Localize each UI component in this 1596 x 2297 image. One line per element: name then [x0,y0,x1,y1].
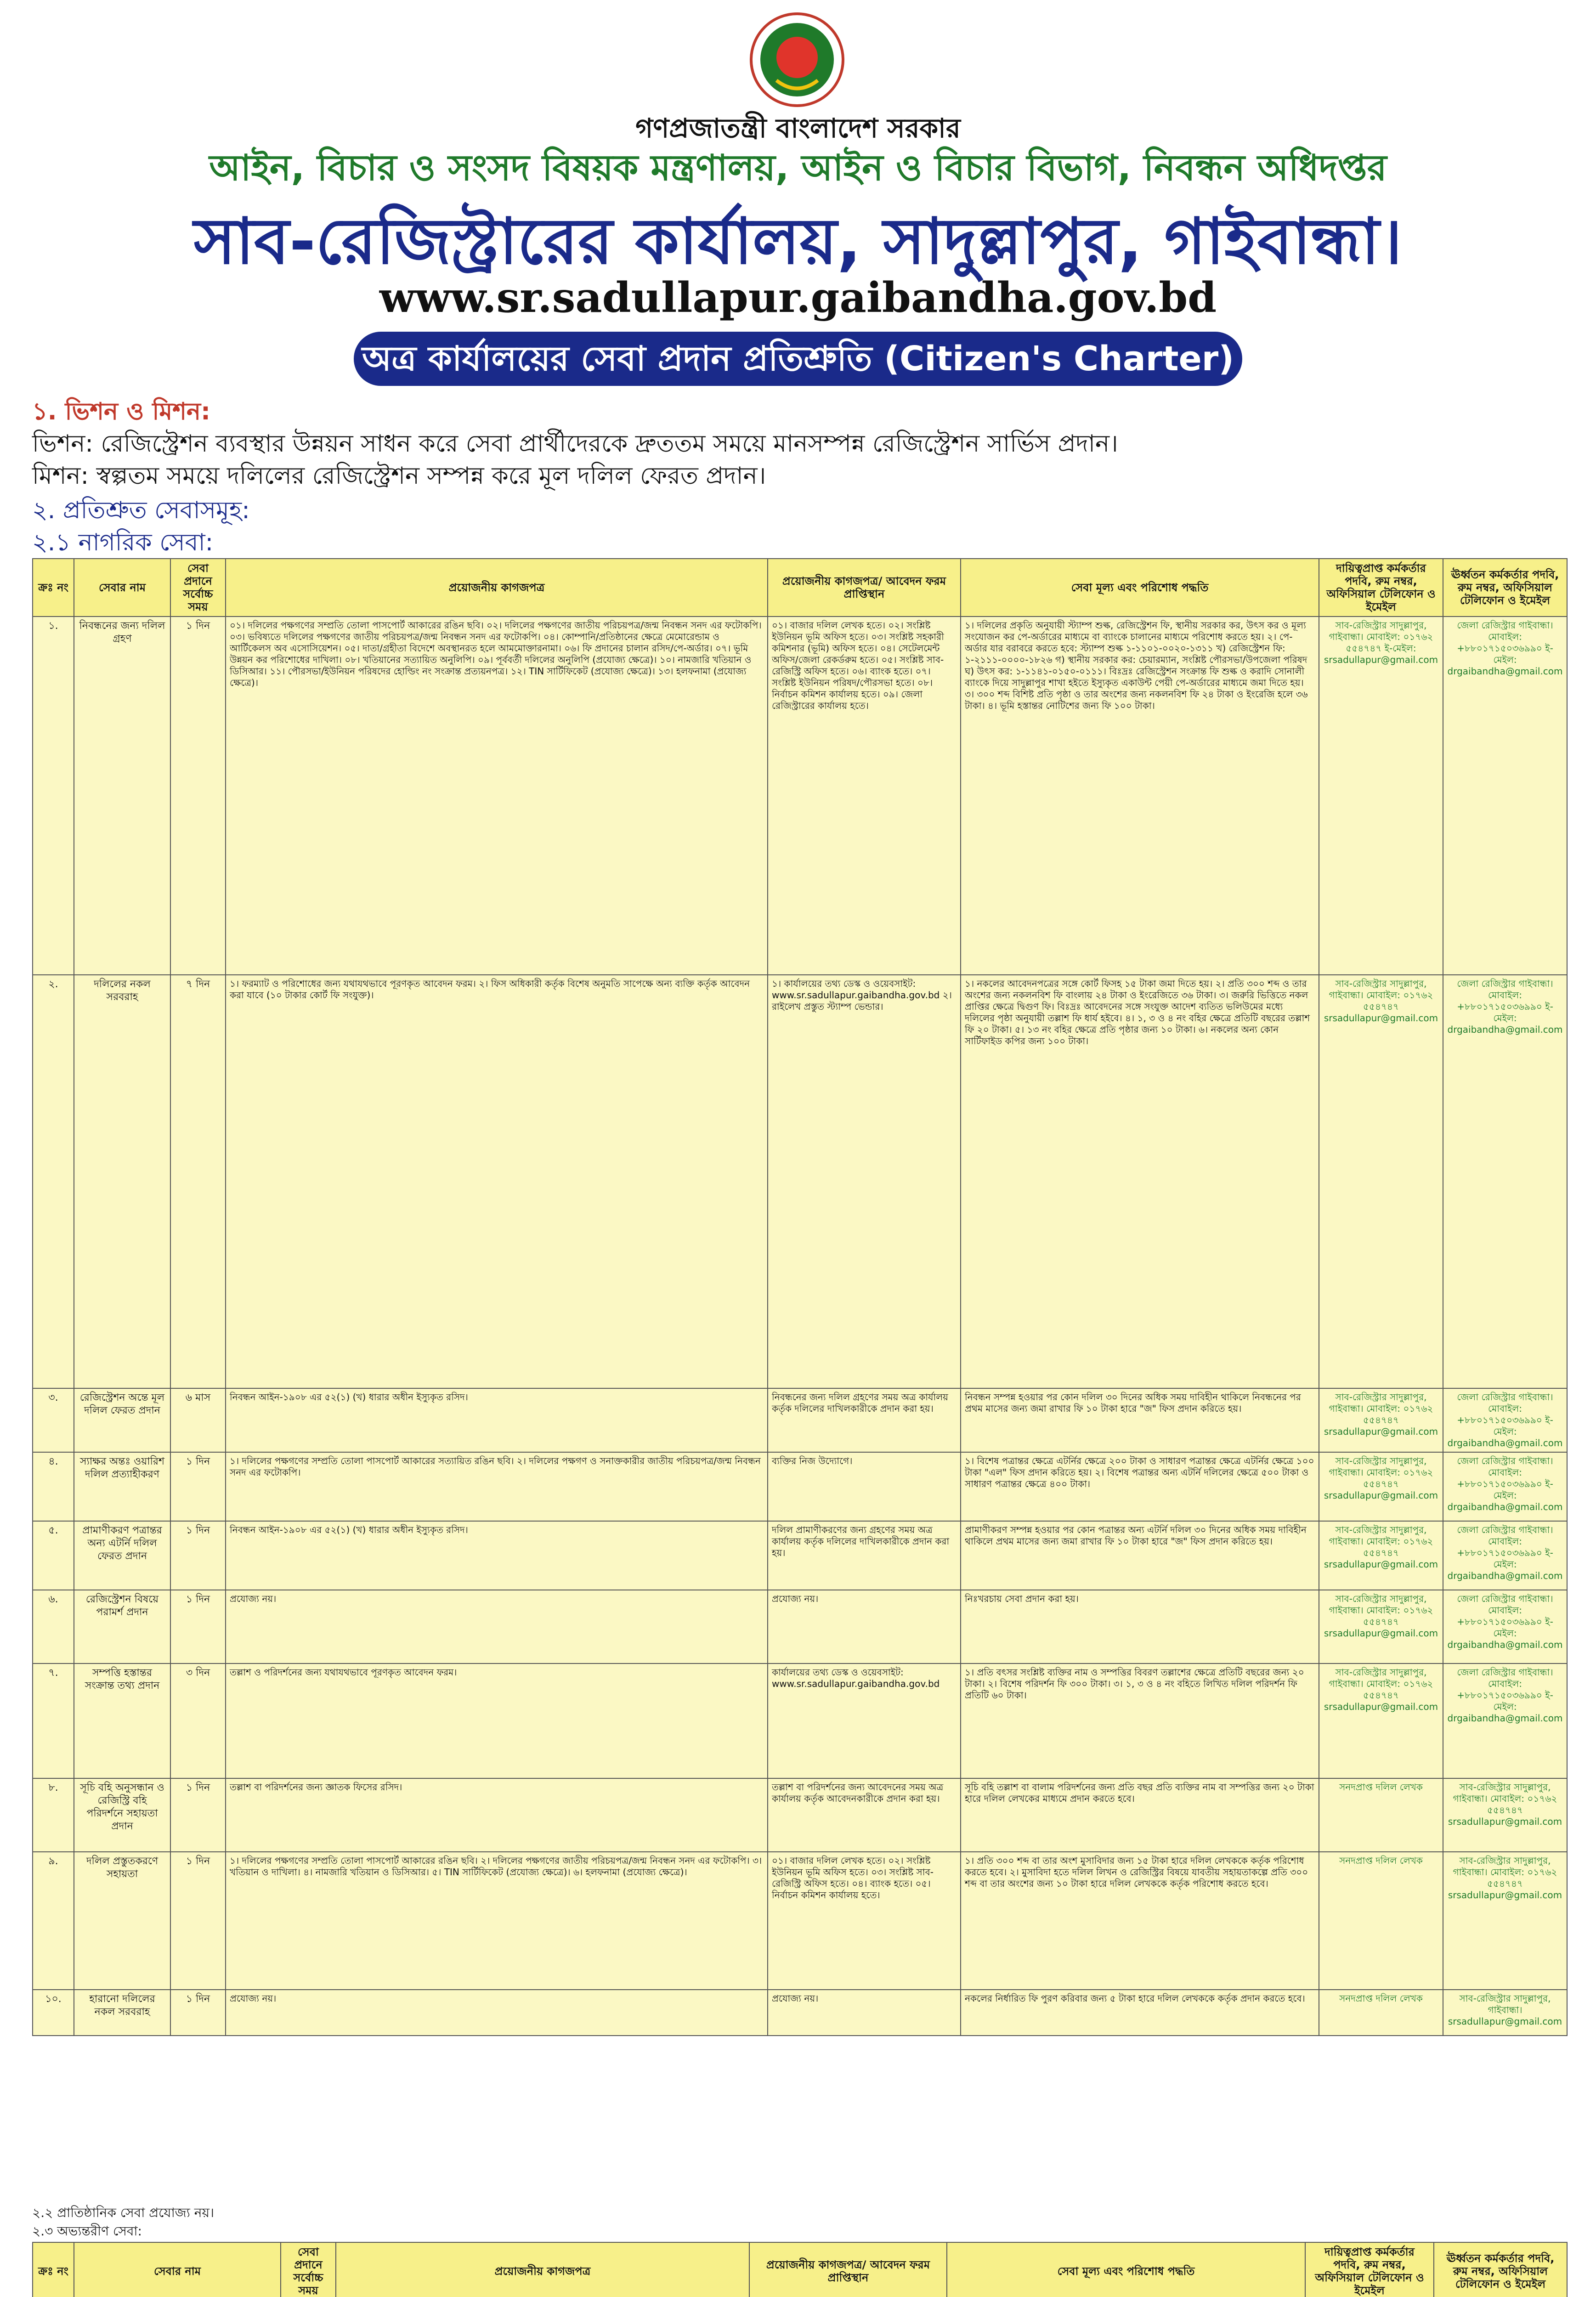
cell-officer: সনদপ্রাপ্ত দলিল লেখক [1319,1852,1443,1990]
cell-source: ব্যক্তির নিজ উদ্যোগে। [768,1452,961,1521]
cell-time: ৩ দিন [170,1663,226,1778]
cell-time: ৭ দিন [170,975,226,1388]
col-source: প্রয়োজনীয় কাগজপত্র/ আবেদন ফরম প্রাপ্তিস্থান [768,559,961,617]
cell-source: তল্লাশ বা পরিদর্শনের জন্য আবেদনের সময় অত্র কার্যালয় কর্তৃক আবেদনকারীকে প্রদান করা হয়। [768,1778,961,1852]
cell-time: ১ দিন [170,1452,226,1521]
col-service: সেবার নাম [74,2242,281,2297]
internal-services-table [32,2242,1568,2297]
table-header-row [33,2242,1567,2297]
cell-source: দলিল প্রামাণীকরণের জন্য গ্রহণের সময় অত্র কার্যালয় কর্তৃক দলিলের দাখিলকারীকে প্রদান করা হয়। [768,1521,961,1590]
cell-source: কার্যালয়ের তথ্য ডেস্ক ও ওয়েবসাইট: www.sr.sadullapur.gaibandha.gov.bd [768,1663,961,1778]
cell-senior: সাব-রেজিস্ট্রার সাদুল্লাপুর, গাইবান্ধা। srsadullapur@gmail.com [1443,1990,1567,2036]
cell-service-name: দলিলের নকল সরবরাহ [74,975,170,1388]
cell-fee: নিবন্ধন সম্পন্ন হওয়ার পর কোন দলিল ৩০ দিনের অধিক সময় দাবিহীন থাকিলে নিবন্ধনের পর প্রথম মাসের জন্য জমা রাখার ফি ১০ টাকা হারে "জ" ফিস প্রদান করিতে হয়। [961,1388,1319,1452]
cell-fee: ১। প্রতি বৎসর সংশ্লিষ্ট ব্যক্তির নাম ও সম্পত্তির বিবরণ তল্লাশের ক্ষেত্রে প্রতিটি বছরের জন্য ২০ টাকা। ২। বিশেষ পরিদর্শন ফি ৩০০ টাকা। ৩। ১, ৩ ও ৪ নং বহিতে লিখিত দলিল পরিদর্শন ফি প্রতিটি ৬০ টাকা। [961,1663,1319,1778]
cell-fee: ১। দলিলের প্রকৃতি অনুযায়ী স্ট্যাম্প শুল্ক, রেজিস্ট্রেশন ফি, স্থানীয় সরকার কর, উৎস কর ও মূল্য সংযোজন কর পে-অর্ডারের মাধ্যমে বা ব্যাংকে চালানের মাধ্যমে পরিশোধ করতে হয়। ২। পে-অর্ডার যার বরাবরে করতে হবে: স্ট্যাম্প শুল্ক ১-১১০১-০০২০-১৩১১ খ) রেজিস্ট্রেশন ফি: ১-২১১১-০০০০-১৮২৬ গ) স্থানীয় সরকার কর: চেয়ারম্যান, সংশ্লিষ্ট পৌরসভা/উপজেলা পরিষদ ঘ) উৎস কর: ১-১১৪১-০১৫০-০১১১। বিঃদ্রঃ রেজিস্ট্রেশন সংক্রান্ত ফি শুল্ক ও করাদি সোনালী ব্যাংকে দিয়ে সাদুল্লাপুর শাখা হইতে ইস্যুকৃত একাউন্ট পেয়ী পে-অর্ডারের মাধ্যমে জমা দিতে হয়। ৩। ৩০০ শব্দ বিশিষ্ট প্রতি পৃষ্ঠা ও তার অংশের জন্য নকলনবিশ ফি ২৪ টাকা ও ইংরেজি হলে ৩৬ টাকা। ৪। ভূমি হস্তান্তর নোটিশের জন্য ফি ১০০ টাকা। [961,617,1319,975]
cell-source: ০১। বাজার দলিল লেখক হতে। ০২। সংশ্লিষ্ট ইউনিয়ন ভূমি অফিস হতে। ০৩। সংশ্লিষ্ট সহকারী কমিশনার (ভূমি) অফিস হতে। ০৪। সেটেলমেন্ট অফিস/জেলা রেকর্ডরুম হতে। ০৫। সংশ্লিষ্ট সাব-রেজিস্ট্রি অফিস হতে। ০৬। ব্যাংক হতে। ০৭। সংশ্লিষ্ট ইউনিয়ন পরিষদ/পৌরসভা হতে। ০৮। নির্বাচন কমিশন কার্যালয় হতে। ০৯। জেলা রেজিস্ট্রারের কার্যালয় হতে। [768,617,961,975]
col-serial: ক্রঃ নং [33,2242,74,2297]
cell-service-name: দলিল প্রস্তুতকরণে সহায়তা [74,1852,170,1990]
citizen-services-table [32,558,1568,2036]
cell-fee: প্রামাণীকরণ সম্পন্ন হওয়ার পর কোন পত্রান্তর অন্য এটর্নি দলিল ৩০ দিনের অধিক সময় দাবিহীন থাকিলে প্রথম মাসের জন্য জমা রাখার ফি ১০ টাকা হারে "জ" ফিস প্রদান করিতে হয়। [961,1521,1319,1590]
cell-officer: সাব-রেজিস্ট্রার সাদুল্লাপুর, গাইবান্ধা। মোবাইল: ০১৭৬২ ৫৫৪৭৪৭ srsadullapur@gmail.com [1319,1590,1443,1663]
col-fee: সেবা মূল্য এবং পরিশোধ পদ্ধতি [947,2242,1305,2297]
cell-docs: তল্লাশ বা পরিদর্শনের জন্য জ্ঞাতক ফিসের রসিদ। [226,1778,768,1852]
cell-service-name: নিবন্ধনের জন্য দলিল গ্রহণ [74,617,170,975]
col-senior: ঊর্ধ্বতন কর্মকর্তার পদবি, রুম নম্বর, অফিসিয়াল টেলিফোন ও ইমেইল [1434,2242,1567,2297]
col-officer: দায়িত্বপ্রাপ্ত কর্মকর্তার পদবি, রুম নম্বর, অফিসিয়াল টেলিফোন ও ইমেইল [1319,559,1443,617]
cell-source: প্রযোজ্য নয়। [768,1590,961,1663]
cell-serial: ২. [33,975,74,1388]
col-time: সেবা প্রদানে সর্বোচ্চ সময় [170,559,226,617]
cell-senior: জেলা রেজিস্ট্রার গাইবান্ধা। মোবাইল: +৮৮০১৭১৫০৩৬৯৯০ ই-মেইল: drgaibandha@gmail.com [1443,1388,1567,1452]
cell-fee: নিঃখরচায় সেবা প্রদান করা হয়। [961,1590,1319,1663]
table-row [33,617,1567,975]
table-row [33,1852,1567,1990]
ministry-title: আইন, বিচার ও সংসদ বিষয়ক মন্ত্রণালয়, আইন ও বিচার বিভাগ, নিবন্ধন অধিদপ্তর [209,147,1387,189]
cell-time: ১ দিন [170,1852,226,1990]
table-row [33,1990,1567,2036]
cell-officer: সাব-রেজিস্ট্রার সাদুল্লাপুর, গাইবান্ধা। মোবাইল: ০১৭৬২ ৫৫৪৭৪৭ srsadullapur@gmail.com [1319,1452,1443,1521]
table-header-row [33,559,1567,617]
cell-serial: ৬. [33,1590,74,1663]
col-senior: ঊর্ধ্বতন কর্মকর্তার পদবি, রুম নম্বর, অফিসিয়াল টেলিফোন ও ইমেইল [1443,559,1567,617]
table-row [33,1388,1567,1452]
col-time: সেবা প্রদানে সর্বোচ্চ সময় [281,2242,336,2297]
cell-senior: জেলা রেজিস্ট্রার গাইবান্ধা। মোবাইল: +৮৮০১৭১৫০৩৬৯৯০ ই-মেইল: drgaibandha@gmail.com [1443,1590,1567,1663]
website-url[interactable]: www.sr.sadullapur.gaibandha.gov.bd [379,273,1217,322]
col-officer: দায়িত্বপ্রাপ্ত কর্মকর্তার পদবি, রুম নম্বর, অফিসিয়াল টেলিফোন ও ইমেইল [1305,2242,1434,2297]
cell-officer: সাব-রেজিস্ট্রার সাদুল্লাপুর, গাইবান্ধা। মোবাইল: ০১৭৬২ ৫৫৪৭৪৭ srsadullapur@gmail.com [1319,1663,1443,1778]
table-row [33,1778,1567,1852]
cell-senior: জেলা রেজিস্ট্রার গাইবান্ধা। মোবাইল: +৮৮০১৭১৫০৩৬৯৯০ ই-মেইল: drgaibandha@gmail.com [1443,1521,1567,1590]
cell-serial: ১. [33,617,74,975]
cell-fee: ১। নকলের আবেদনপত্রের সঙ্গে কোর্ট ফিসহ ১৫ টাকা জমা দিতে হয়। ২। প্রতি ৩০০ শব্দ ও তার অংশের জন্য নকলনবিশ ফি বাংলায় ২৪ টাকা ও ইংরেজিতে ৩৬ টাকা। ৩। জরুরি ভিত্তিতে নকল প্রাপ্তির ক্ষেত্রে দ্বিগুণ ফি। বিঃদ্রঃ আবেদনের সঙ্গে সংযুক্ত আদেশ ব্যতিত ভলিউমের মধ্যে দলিলের পৃষ্ঠা অনুযায়ী তল্লাশ ফি ধার্য হইবে। ৪। ১, ৩ ও ৪ নং বহির ক্ষেত্রে প্রতিটি বছরের তল্লাশ ফি ২০ টাকা। ৫। ১৩ নং বহির ক্ষেত্রে প্রতি পৃষ্ঠার জন্য ১০ টাকা। ৬। নকলের অন্য কোন সার্টিফাইড কপির জন্য ১০০ টাকা। [961,975,1319,1388]
cell-service-name: সম্পত্তি হস্তান্তর সংক্রান্ত তথ্য প্রদান [74,1663,170,1778]
cell-service-name: হারানো দলিলের নকল সরবরাহ [74,1990,170,2036]
cell-senior: জেলা রেজিস্ট্রার গাইবান্ধা। মোবাইল: +৮৮০১৭১৫০৩৬৯৯০ ই-মেইল: drgaibandha@gmail.com [1443,975,1567,1388]
table-row [33,1590,1567,1663]
cell-serial: ৫. [33,1521,74,1590]
government-emblem-icon [749,11,845,108]
cell-officer: সাব-রেজিস্ট্রার সাদুল্লাপুর, গাইবান্ধা। মোবাইল: ০১৭৬২ ৫৫৪৭৪৭ srsadullapur@gmail.com [1319,1521,1443,1590]
cell-service-name: রেজিস্ট্রেশন বিষয়ে পরামর্শ প্রদান [74,1590,170,1663]
cell-docs: প্রযোজ্য নয়। [226,1590,768,1663]
col-source: প্রয়োজনীয় কাগজপত্র/ আবেদন ফরম প্রাপ্তিস্থান [749,2242,947,2297]
promised-services-heading: ২. প্রতিশ্রুত সেবাসমূহ: [32,497,250,524]
cell-docs: নিবন্ধন আইন-১৯০৮ এর ৫২(১) (খ) ধারার অধীন ইস্যুকৃত রসিদ। [226,1388,768,1452]
cell-service-name: সূচি বহি অনুসন্ধান ও রেজিস্ট্রি বহি পরিদর্শনে সহায়তা প্রদান [74,1778,170,1852]
cell-time: ১ দিন [170,617,226,975]
cell-time: ১ দিন [170,1590,226,1663]
institutional-note: ২.২ প্রাতিষ্ঠানিক সেবা প্রযোজ্য নয়। [32,2205,214,2220]
cell-officer: সাব-রেজিস্ট্রার সাদুল্লাপুর, গাইবান্ধা। মোবাইল: ০১৭৬২ ৫৫৪৭৪৭ ই-মেইল: srsadullapur@gmail.com [1319,617,1443,975]
cell-time: ৬ মাস [170,1388,226,1452]
cell-fee: সূচি বহি তল্লাশ বা বালাম পরিদর্শনের জন্য প্রতি বছর প্রতি ব্যক্তির নাম বা সম্পত্তির জন্য ২০ টাকা হারে দলিল লেখকের মাধ্যমে প্রদান করতে হবে। [961,1778,1319,1852]
cell-service-name: প্রামাণীকরণ পত্রান্তর অন্য এটর্নি দলিল ফেরত প্রদান [74,1521,170,1590]
cell-senior: জেলা রেজিস্ট্রার গাইবান্ধা। মোবাইল: +৮৮০১৭১৫০৩৬৯৯০ ই-মেইল: drgaibandha@gmail.com [1443,1452,1567,1521]
cell-officer: সাব-রেজিস্ট্রার সাদুল্লাপুর, গাইবান্ধা। মোবাইল: ০১৭৬২ ৫৫৪৭৪৭ srsadullapur@gmail.com [1319,975,1443,1388]
vision-text: ভিশন: রেজিস্ট্রেশন ব্যবস্থার উন্নয়ন সাধন করে সেবা প্রার্থীদেরকে দ্রুততম সময়ে মানসম্পন্ন রেজিস্ট্রেশন সার্ভিস প্রদান। [32,430,1118,458]
cell-serial: ১০. [33,1990,74,2036]
cell-serial: ৩. [33,1388,74,1452]
cell-docs: ০১। দলিলের পক্ষগণের সম্প্রতি তোলা পাসপোর্ট আকারের রঙিন ছবি। ০২। দলিলের পক্ষগণের জাতীয় পরিচয়পত্র/জন্ম নিবন্ধন সনদ এর ফটোকপি। ০৩। ভবিষ্যতে দলিলের পক্ষগণের জাতীয় পরিচয়পত্র/জন্ম নিবন্ধন সনদ এর ফটোকপি। ০৪। কোম্পানি/প্রতিষ্ঠানের ক্ষেত্রে মেমোরেন্ডাম ও আর্টিকেলস অব এসোসিয়েশন। ০৫। দাতা/গ্রহীতা বিদেশে অবস্থানরত হলে আমমোক্তারনামা। ০৬। ফি প্রদানের চালান রসিদ/পে-অর্ডার। ০৭। ভূমি উন্নয়ন কর পরিশোধের দাখিলা। ০৮। খতিয়ানের সত্যায়িত অনুলিপি। ০৯। পূর্ববর্তী দলিলের অনুলিপি (প্রযোজ্য ক্ষেত্রে)। ১০। নামজারি খতিয়ান ও ডিসিআর। ১১। পৌরসভা/ইউনিয়ন পরিষদের হোল্ডিং নং সংক্রান্ত প্রত্যয়নপত্র। ১২। TIN সার্টিফিকেট (প্রযোজ্য ক্ষেত্রে)। ১৩। হলফনামা (প্রযোজ্য ক্ষেত্রে)। [226,617,768,975]
cell-officer: সনদপ্রাপ্ত দলিল লেখক [1319,1778,1443,1852]
cell-docs: প্রযোজ্য নয়। [226,1990,768,2036]
col-fee: সেবা মূল্য এবং পরিশোধ পদ্ধতি [961,559,1319,617]
col-service: সেবার নাম [74,559,170,617]
cell-serial: ৪. [33,1452,74,1521]
cell-officer: সাব-রেজিস্ট্রার সাদুল্লাপুর, গাইবান্ধা। মোবাইল: ০১৭৬২ ৫৫৪৭৪৭ srsadullapur@gmail.com [1319,1388,1443,1452]
cell-time: ১ দিন [170,1521,226,1590]
mission-text: মিশন: স্বল্পতম সময়ে দলিলের রেজিস্ট্রেশন সম্পন্ন করে মূল দলিল ফেরত প্রদান। [32,462,766,490]
cell-source: ০১। বাজার দলিল লেখক হতে। ০২। সংশ্লিষ্ট ইউনিয়ন ভূমি অফিস হতে। ০৩। সংশ্লিষ্ট সাব-রেজিস্ট্রি অফিস হতে। ০৪। ব্যাংক হতে। ০৫। নির্বাচন কমিশন কার্যালয় হতে। [768,1852,961,1990]
cell-serial: ৯. [33,1852,74,1990]
cell-senior: সাব-রেজিস্ট্রার সাদুল্লাপুর, গাইবান্ধা। মোবাইল: ০১৭৬২ ৫৫৪৭৪৭ srsadullapur@gmail.com [1443,1852,1567,1990]
col-docs: প্রয়োজনীয় কাগজপত্র [336,2242,749,2297]
citizen-charter-banner: অত্র কার্যালয়ের সেবা প্রদান প্রতিশ্রুতি (Citizen's Charter) [354,332,1242,386]
government-title: গণপ্রজাতন্ত্রী বাংলাদেশ সরকার [635,113,961,144]
table-row [33,1452,1567,1521]
vision-heading: ১. ভিশন ও মিশন: [32,398,210,425]
cell-fee: ১। বিশেষ পত্রান্তর ক্ষেত্রে এটর্নির ক্ষেত্রে ২০০ টাকা ও সাধারণ পত্রান্তর ক্ষেত্রে এটর্নির ক্ষেত্রে ১০০ টাকা "এল" ফিস প্রদান করিতে হয়। ২। বিশেষ পত্রান্তর অন্য এটর্নি দলিলের ক্ষেত্রে ৫০০ টাকা ও সাধারণ পত্রান্তর ক্ষেত্রে ৪০০ টাকা। [961,1452,1319,1521]
table-row [33,1663,1567,1778]
cell-time: ১ দিন [170,1990,226,2036]
internal-heading: ২.৩ অভ্যন্তরীণ সেবা: [32,2223,142,2239]
cell-service-name: রেজিস্ট্রেশন অন্তে মূল দলিল ফেরত প্রদান [74,1388,170,1452]
cell-time: ১ দিন [170,1778,226,1852]
cell-fee: ১। প্রতি ৩০০ শব্দ বা তার অংশ মুসাবিদার জন্য ১৫ টাকা হারে দলিল লেখককে কর্তৃক পরিশোধ করতে হবে। ২। মুসাবিদা হতে দলিল লিখন ও রেজিস্ট্রির বিষয়ে যাবতীয় সহায়তাকল্পে প্রতি ৩০০ শব্দ বা তার অংশের জন্য ১০ টাকা হারে দলিল লেখককে কর্তৃক পরিশোধ করতে হবে। [961,1852,1319,1990]
cell-source: ১। কার্যালয়ের তথ্য ডেস্ক ও ওয়েবসাইট: www.sr.sadullapur.gaibandha.gov.bd ২। রাইলেখ প্রস্তুত স্ট্যাম্প ভেন্ডার। [768,975,961,1388]
cell-source: প্রযোজ্য নয়। [768,1990,961,2036]
cell-docs: নিবন্ধন আইন-১৯০৮ এর ৫২(১) (খ) ধারার অধীন ইস্যুকৃত রসিদ। [226,1521,768,1590]
cell-fee: নকলের নির্ধারিত ফি পুরণ করিবার জন্য ৫ টাকা হারে দলিল লেখককে কর্তৃক প্রদান করতে হবে। [961,1990,1319,2036]
col-docs: প্রয়োজনীয় কাগজপত্র [226,559,768,617]
cell-docs: তল্লাশ ও পরিদর্শনের জন্য যথাযথভাবে পূরণকৃত আবেদন ফরম। [226,1663,768,1778]
col-serial: ক্রঃ নং [33,559,74,617]
table-row [33,1521,1567,1590]
cell-serial: ৮. [33,1778,74,1852]
table-row [33,975,1567,1388]
cell-senior: সাব-রেজিস্ট্রার সাদুল্লাপুর, গাইবান্ধা। মোবাইল: ০১৭৬২ ৫৫৪৭৪৭ srsadullapur@gmail.com [1443,1778,1567,1852]
cell-serial: ৭. [33,1663,74,1778]
cell-service-name: স্যাক্ষর অন্তঃ ওয়ারিশ দলিল প্রত্যাহীকরণ [74,1452,170,1521]
cell-docs: ১। দলিলের পক্ষগণের সম্প্রতি তোলা পাসপোর্ট আকারের সত্যায়িত রঙিন ছবি। ২। দলিলের পক্ষগণ ও সনাক্তকারীর জাতীয় পরিচয়পত্র/জন্ম নিবন্ধন সনদ এর ফটোকপি। [226,1452,768,1521]
cell-officer: সনদপ্রাপ্ত দলিল লেখক [1319,1990,1443,2036]
cell-senior: জেলা রেজিস্ট্রার গাইবান্ধা। মোবাইল: +৮৮০১৭১৫০৩৬৯৯০ ই-মেইল: drgaibandha@gmail.com [1443,1663,1567,1778]
citizen-services-heading: ২.১ নাগরিক সেবা: [32,529,214,556]
cell-senior: জেলা রেজিস্ট্রার গাইবান্ধা। মোবাইল: +৮৮০১৭১৫০৩৬৯৯০ ই-মেইল: drgaibandha@gmail.com [1443,617,1567,975]
cell-docs: ১। ফরম্যাট ও পরিশোধের জন্য যথাযথভাবে পূরণকৃত আবেদন ফরম। ২। ফিস অধিকারী কর্তৃক বিশেষ অনুমতি সাপেক্ষে অন্য ব্যক্তি কর্তৃক আবেদন করা যাবে (১০ টাকার কোর্ট ফি সংযুক্ত)। [226,975,768,1388]
cell-docs: ১। দলিলের পক্ষগণের সম্প্রতি তোলা পাসপোর্ট আকারের রঙিন ছবি। ২। দলিলের পক্ষগণের জাতীয় পরিচয়পত্র/জন্ম নিবন্ধন সনদ এর ফটোকপি। ৩। খতিয়ান ও দাখিলা। ৪। নামজারি খতিয়ান ও ডিসিআর। ৫। TIN সার্টিফিকেট (প্রযোজ্য ক্ষেত্রে)। ৬। হলফনামা (প্রযোজ্য ক্ষেত্রে)। [226,1852,768,1990]
office-title: সাব-রেজিস্ট্রারের কার্যালয়, সাদুল্লাপুর, গাইবান্ধা। [193,204,1403,278]
cell-source: নিবন্ধনের জন্য দলিল গ্রহণের সময় অত্র কার্যালয় কর্তৃক দলিলের দাখিলকারীকে প্রদান করা হয়। [768,1388,961,1452]
